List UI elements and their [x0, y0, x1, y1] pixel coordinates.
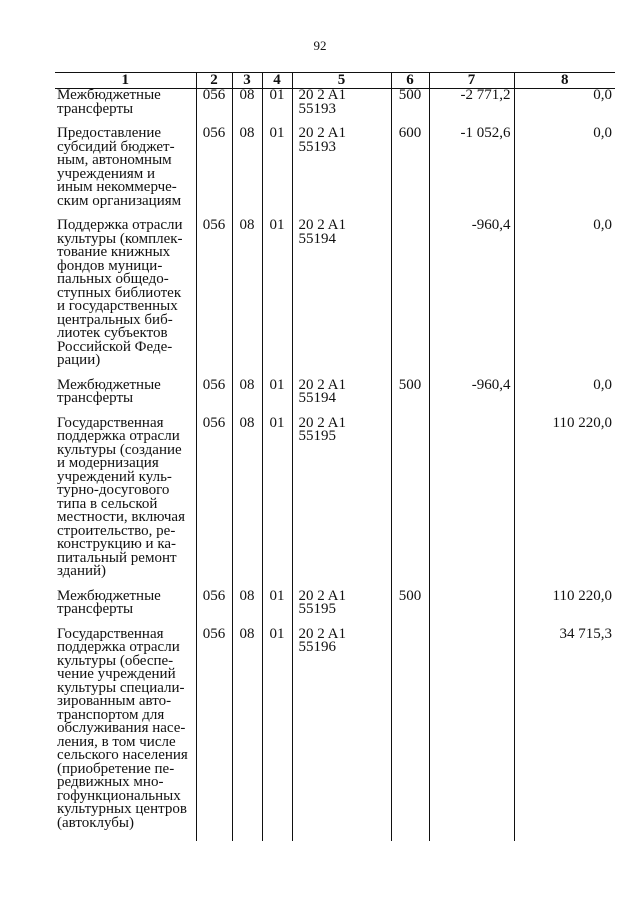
cell-col5: 20 2 A1 55193: [292, 89, 391, 128]
cell-col5: 20 2 A1 55193: [292, 127, 391, 219]
cell-col4: 01: [262, 417, 292, 590]
cell-col2: 056: [196, 89, 232, 128]
cell-col2: 056: [196, 219, 232, 379]
cell-col7: -960,4: [429, 379, 514, 417]
cell-col8: 110 220,0: [514, 590, 615, 628]
cell-col5: 20 2 A1 55194: [292, 219, 391, 379]
cell-col3: 08: [232, 219, 262, 379]
item-name: Поддержка отрасли культуры (комплек- тование книжных фондов муници- пальных общедо- ступных библиотек и государственных центральных биб- лиотек субъектов Российской Феде- рации): [57, 217, 183, 368]
cell-col4: 01: [262, 379, 292, 417]
cell-col5: 20 2 A1 55196: [292, 628, 391, 842]
item-name: Межбюджетные трансферты: [57, 87, 161, 117]
item-name: Межбюджетные трансферты: [57, 376, 161, 406]
cell-col3: 08: [232, 628, 262, 842]
col-header-3: 3: [232, 73, 262, 89]
item-name: Государственная поддержка отрасли культуры (создание и модернизация учреждений куль- турно-досугового типа в сельской местности, включая строительство, ре- конструкцию и ка- питальный ремонт зданий): [57, 414, 185, 579]
item-name: Государственная поддержка отрасли культуры (обеспе- чение учреждений культуры специали- зированным авто- транспортом для обслуживания насе- ления, в том числе сельского населения (приобретение пе- редвижных мно- гофункциональных культурных центров (автоклубы): [57, 625, 188, 831]
cell-col6: [391, 219, 429, 379]
cell-col7: -2 771,2: [429, 89, 514, 128]
cell-col6: 500: [391, 590, 429, 628]
cell-col6: 600: [391, 127, 429, 219]
cell-col4: 01: [262, 219, 292, 379]
col-header-2: 2: [196, 73, 232, 89]
cell-col3: 08: [232, 379, 262, 417]
cell-col6: 500: [391, 379, 429, 417]
cell-col7: [429, 628, 514, 842]
cell-col5: 20 2 A1 55194: [292, 379, 391, 417]
table-row: [55, 379, 615, 417]
item-name: Предоставление субсидий бюджет- ным, автономным учреждениям и иным некоммерче- ским организациям: [57, 125, 182, 209]
cell-col3: 08: [232, 590, 262, 628]
cell-col4: 01: [262, 127, 292, 219]
cell-col7: [429, 590, 514, 628]
cell-col7: [429, 417, 514, 590]
cell-col7: -1 052,6: [429, 127, 514, 219]
table-row: [55, 417, 615, 590]
cell-col8: 0,0: [514, 127, 615, 219]
cell-col2: 056: [196, 379, 232, 417]
cell-col2: 056: [196, 628, 232, 842]
page-number: 92: [313, 38, 327, 53]
cell-col5: 20 2 A1 55195: [292, 417, 391, 590]
cell-col3: 08: [232, 127, 262, 219]
cell-col8: 0,0: [514, 379, 615, 417]
cell-col3: 08: [232, 417, 262, 590]
cell-col4: 01: [262, 590, 292, 628]
col-header-8: 8: [514, 73, 615, 89]
cell-col4: 01: [262, 89, 292, 128]
cell-col7: -960,4: [429, 219, 514, 379]
table-row: [55, 628, 615, 842]
table-row: [55, 219, 615, 379]
cell-col8: 0,0: [514, 219, 615, 379]
cell-col3: 08: [232, 89, 262, 128]
col-header-5: 5: [292, 73, 391, 89]
col-header-6: 6: [391, 73, 429, 89]
table-row: [55, 89, 615, 128]
cell-col2: 056: [196, 417, 232, 590]
cell-col8: 34 715,3: [514, 628, 615, 842]
table-row: [55, 590, 615, 628]
col-header-7: 7: [429, 73, 514, 89]
cell-col6: [391, 417, 429, 590]
budget-table: [55, 72, 615, 841]
table-row: [55, 127, 615, 219]
col-header-1: 1: [55, 73, 196, 89]
cell-col2: 056: [196, 127, 232, 219]
cell-col8: 0,0: [514, 89, 615, 128]
item-name: Межбюджетные трансферты: [57, 587, 161, 617]
cell-col6: [391, 628, 429, 842]
cell-col2: 056: [196, 590, 232, 628]
cell-col4: 01: [262, 628, 292, 842]
col-header-4: 4: [262, 73, 292, 89]
cell-col6: 500: [391, 89, 429, 128]
cell-col5: 20 2 A1 55195: [292, 590, 391, 628]
cell-col8: 110 220,0: [514, 417, 615, 590]
